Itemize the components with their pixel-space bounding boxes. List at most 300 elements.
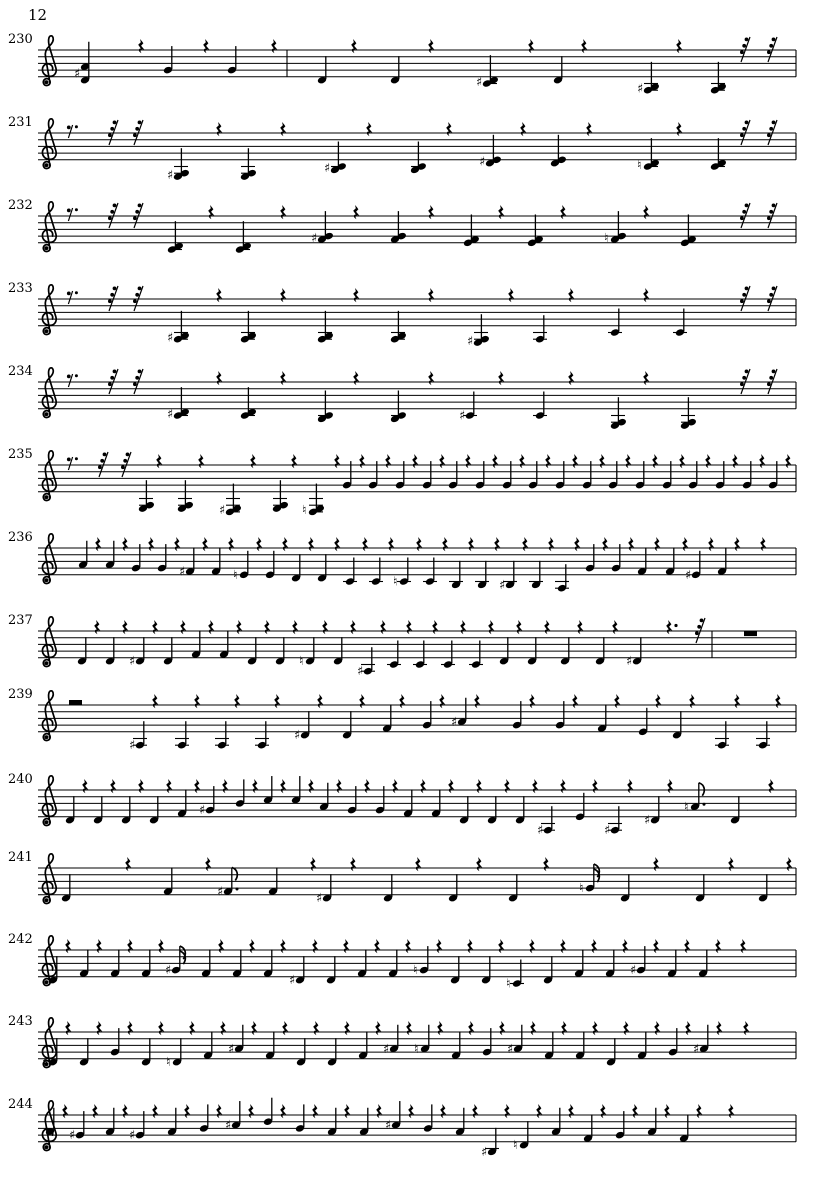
staff-system-232 <box>0 171 835 267</box>
note <box>129 1111 145 1142</box>
quarter-rest <box>428 39 434 53</box>
quarter-rest <box>592 1021 598 1035</box>
quarter-rest <box>577 620 583 634</box>
accidental-sharp: ♯ <box>604 822 611 838</box>
quarter-rest <box>264 620 270 634</box>
chord <box>637 138 660 172</box>
quarter-rest <box>560 779 566 793</box>
quarter-rest <box>388 537 394 551</box>
quarter-rest <box>743 1021 749 1035</box>
quarter-rest <box>415 857 421 871</box>
accidental-sharp: ♯ <box>630 962 637 978</box>
measure-number: 231 <box>8 115 33 130</box>
quarter-rest <box>759 454 765 468</box>
quarter-rest <box>280 205 286 219</box>
quarter-rest <box>708 537 714 551</box>
quarter-rest <box>166 779 172 793</box>
quarter-rest <box>189 1021 195 1035</box>
quarter-rest <box>499 1021 505 1035</box>
quarter-rest <box>654 537 660 551</box>
quarter-rest <box>82 779 88 793</box>
measure-number: 244 <box>8 1097 33 1112</box>
quarter-rest <box>291 454 297 468</box>
quarter-rest <box>125 857 131 871</box>
quarter-rest <box>222 779 228 793</box>
accidental-natural: ♮ <box>393 573 398 589</box>
accidental-sharp: ♯ <box>167 329 174 345</box>
quarter-rest <box>561 1021 567 1035</box>
note <box>423 1104 433 1132</box>
quarter-rest <box>282 1021 288 1035</box>
treble-clef-icon <box>42 119 56 169</box>
quarter-rest <box>202 537 208 551</box>
quarter-rest <box>127 939 133 953</box>
note <box>579 864 599 895</box>
note <box>69 1111 85 1142</box>
quarter-rest <box>428 371 434 385</box>
treble-clef-icon <box>42 451 56 501</box>
quarter-rest <box>696 1104 702 1118</box>
quarter-rest <box>468 1021 474 1035</box>
quarter-rest <box>310 857 316 871</box>
quarter-rest <box>439 694 445 708</box>
accidental-sharp: ♯ <box>129 653 136 669</box>
quarter-rest <box>362 537 368 551</box>
quarter-rest <box>530 1021 536 1035</box>
quarter-rest <box>612 620 618 634</box>
quarter-rest <box>216 1104 222 1118</box>
note <box>451 698 467 729</box>
flag <box>699 783 705 796</box>
quarter-rest <box>95 537 101 551</box>
quarter-rest <box>476 779 482 793</box>
chord <box>476 55 499 89</box>
quarter-rest <box>448 779 454 793</box>
accidental-natural: ♮ <box>604 229 609 245</box>
quarter-rest <box>280 779 286 793</box>
accidental-natural: ♮ <box>414 1040 419 1056</box>
accidental-sharp: ♯ <box>499 576 506 592</box>
quarter-rest <box>249 939 255 953</box>
accidental-sharp: ♯ <box>385 1117 392 1133</box>
quarter-rest <box>685 1021 691 1035</box>
quarter-rest <box>600 1104 606 1118</box>
quarter-rest <box>248 1104 254 1118</box>
accidental-sharp: ♯ <box>685 566 692 582</box>
chord <box>240 387 257 420</box>
quarter-rest <box>679 454 685 468</box>
quarter-rest <box>498 939 504 953</box>
accidental-natural: ♮ <box>513 1137 518 1153</box>
accidental-sharp: ♯ <box>289 972 296 988</box>
measure-number: 241 <box>8 850 33 865</box>
accidental-sharp: ♯ <box>311 229 318 245</box>
quarter-rest <box>317 694 323 708</box>
measure-number: 242 <box>8 932 33 947</box>
quarter-rest <box>385 454 391 468</box>
quarter-rest <box>442 537 448 551</box>
note <box>225 1101 241 1132</box>
quarter-rest <box>568 1104 574 1118</box>
quarter-rest <box>599 454 605 468</box>
quarter-rest <box>96 1021 102 1035</box>
measure-number: 232 <box>8 198 33 213</box>
note <box>685 551 701 582</box>
quarter-rest <box>194 694 200 708</box>
accidental-natural: ♮ <box>302 502 307 518</box>
note <box>289 956 305 987</box>
quarter-rest <box>152 694 158 708</box>
accidental-natural: ♮ <box>579 880 584 896</box>
accidental-sharp: ♯ <box>476 73 483 89</box>
note <box>414 1025 430 1056</box>
accidental-sharp: ♯ <box>199 802 206 818</box>
quarter-rest <box>412 454 418 468</box>
quarter-rest <box>716 1021 722 1035</box>
quarter-rest <box>208 205 214 219</box>
quarter-rest <box>653 939 659 953</box>
quarter-rest <box>65 1021 71 1035</box>
quarter-rest <box>627 779 633 793</box>
quarter-rest <box>350 620 356 634</box>
quarter-rest <box>467 939 473 953</box>
quarter-rest <box>282 537 288 551</box>
accidental-sharp: ♯ <box>316 890 323 906</box>
note <box>459 392 477 423</box>
quarter-rest <box>252 779 258 793</box>
quarter-rest <box>174 537 180 551</box>
quarter-rest <box>408 1104 414 1118</box>
quarter-rest <box>364 779 370 793</box>
augmentation-dot <box>703 803 706 806</box>
quarter-rest <box>428 205 434 219</box>
quarter-rest <box>292 620 298 634</box>
measure-number: 237 <box>8 613 33 628</box>
accidental-sharp: ♯ <box>467 332 474 348</box>
dotted-eighth-rest <box>67 457 78 470</box>
page-number: 12 <box>28 6 48 24</box>
quarter-rest <box>127 1021 133 1035</box>
quarter-rest <box>568 288 574 302</box>
quarter-rest <box>529 939 535 953</box>
quarter-rest <box>353 371 359 385</box>
quarter-rest <box>256 537 262 551</box>
quarter-rest <box>392 779 398 793</box>
quarter-rest <box>684 939 690 953</box>
quarter-rest <box>380 620 386 634</box>
quarter-rest <box>504 779 510 793</box>
quarter-rest <box>560 205 566 219</box>
quarter-rest <box>602 537 608 551</box>
staff-system-235 <box>0 420 835 516</box>
quarter-rest <box>532 779 538 793</box>
accidental-sharp: ♯ <box>129 1127 136 1143</box>
quarter-rest <box>156 454 162 468</box>
accidental-natural: ♮ <box>166 1054 171 1070</box>
note <box>294 711 310 742</box>
quarter-rest <box>312 1104 318 1118</box>
quarter-rest <box>344 1021 350 1035</box>
quarter-rest <box>110 779 116 793</box>
quarter-rest <box>228 537 234 551</box>
treble-clef-icon <box>42 368 56 418</box>
quarter-rest <box>351 39 357 53</box>
quarter-rest <box>250 454 256 468</box>
quarter-rest <box>740 939 746 953</box>
quarter-rest <box>234 694 240 708</box>
quarter-rest <box>545 454 551 468</box>
quarter-rest <box>581 39 587 53</box>
quarter-rest <box>366 122 372 136</box>
quarter-rest <box>775 694 781 708</box>
quarter-rest <box>216 122 222 136</box>
quarter-rest <box>446 122 452 136</box>
chord <box>167 221 184 254</box>
quarter-rest <box>336 779 342 793</box>
note <box>166 1038 182 1069</box>
note <box>316 874 332 905</box>
quarter-rest <box>592 779 598 793</box>
accidental-sharp: ♯ <box>479 153 486 169</box>
accidental-sharp: ♯ <box>228 1040 235 1056</box>
quarter-rest <box>544 620 550 634</box>
quarter-rest <box>623 1021 629 1035</box>
accidental-sharp: ♯ <box>383 1040 390 1056</box>
quarter-rest <box>667 779 673 793</box>
quarter-rest <box>682 537 688 551</box>
accidental-sharp: ♯ <box>324 160 331 176</box>
quarter-rest <box>322 620 328 634</box>
quarter-rest <box>353 288 359 302</box>
quarter-rest <box>406 1021 412 1035</box>
quarter-rest <box>543 857 549 871</box>
quarter-rest <box>432 620 438 634</box>
treble-clef-icon <box>42 36 56 86</box>
accidental-sharp: ♯ <box>451 713 458 729</box>
note <box>233 551 249 582</box>
quarter-rest <box>654 1021 660 1035</box>
quarter-rest <box>280 1104 286 1118</box>
quarter-rest <box>440 1104 446 1118</box>
quarter-rest <box>152 620 158 634</box>
staff-system-231 <box>0 88 835 184</box>
measure-number: 240 <box>8 772 33 787</box>
quarter-rest <box>359 454 365 468</box>
quarter-rest <box>308 537 314 551</box>
quarter-rest <box>334 454 340 468</box>
quarter-rest <box>194 779 200 793</box>
note <box>228 1025 244 1056</box>
note <box>383 1025 399 1056</box>
chord <box>235 221 252 254</box>
quarter-rest <box>676 122 682 136</box>
quarter-rest <box>732 454 738 468</box>
quarter-rest <box>786 857 792 871</box>
dotted-eighth-rest <box>67 208 78 221</box>
measure-number: 233 <box>8 281 33 296</box>
quarter-rest <box>632 1104 638 1118</box>
augmentation-dot <box>236 887 239 890</box>
quarter-rest <box>560 939 566 953</box>
staff-system-236 <box>0 503 835 599</box>
quarter-rest <box>271 39 277 53</box>
quarter-rest <box>420 779 426 793</box>
quarter-rest <box>399 694 405 708</box>
quarter-rest <box>715 939 721 953</box>
note <box>295 1104 305 1132</box>
accidental-sharp: ♯ <box>459 407 466 423</box>
whole-rest <box>744 632 757 637</box>
quarter-rest <box>152 1104 158 1118</box>
accidental-sharp: ♯ <box>637 80 644 96</box>
quarter-rest <box>586 122 592 136</box>
note <box>513 1121 529 1152</box>
quarter-rest <box>643 371 649 385</box>
quarter-rest <box>643 205 649 219</box>
accidental-natural: ♮ <box>506 975 511 991</box>
measure-number: 239 <box>8 687 33 702</box>
flag <box>232 867 238 880</box>
quarter-rest <box>655 694 661 708</box>
quarter-rest <box>468 537 474 551</box>
quarter-rest <box>548 537 554 551</box>
quarter-rest <box>768 779 774 793</box>
quarter-rest <box>460 620 466 634</box>
quarter-rest <box>158 939 164 953</box>
accidental-sharp: ♯ <box>481 1143 488 1159</box>
treble-clef-icon <box>42 854 56 904</box>
note <box>263 1098 273 1126</box>
quarter-rest <box>184 1104 190 1118</box>
accidental-natural: ♮ <box>299 653 304 669</box>
quarter-rest <box>62 1104 68 1118</box>
treble-clef-icon <box>42 776 56 826</box>
quarter-rest <box>374 939 380 953</box>
quarter-rest <box>208 620 214 634</box>
accidental-sharp: ♯ <box>693 1040 700 1056</box>
staff-system-234 <box>0 337 835 433</box>
note <box>385 1101 401 1132</box>
quarter-rest <box>92 1104 98 1118</box>
quarter-rest <box>274 694 280 708</box>
quarter-rest <box>591 939 597 953</box>
quarter-rest <box>334 537 340 551</box>
quarter-rest <box>734 694 740 708</box>
quarter-rest <box>251 1021 257 1035</box>
note <box>413 946 429 977</box>
staff-system-233 <box>0 254 835 350</box>
staff-system-243 <box>0 987 835 1083</box>
quarter-rest <box>220 1021 226 1035</box>
quarter-rest <box>65 939 71 953</box>
quarter-rest <box>643 288 649 302</box>
quarter-rest <box>472 1104 478 1118</box>
accidental-sharp: ♯ <box>294 727 301 743</box>
note <box>199 1104 209 1132</box>
accidental-sharp: ♯ <box>179 563 186 579</box>
measure-number: 236 <box>8 530 33 545</box>
accidental-sharp: ♯ <box>644 812 651 828</box>
quarter-rest <box>488 620 494 634</box>
quarter-rest <box>494 537 500 551</box>
quarter-rest <box>676 39 682 53</box>
quarter-rest <box>705 454 711 468</box>
quarter-rest <box>405 939 411 953</box>
staff-system-244 <box>0 1070 835 1166</box>
quarter-rest <box>734 537 740 551</box>
half-rest <box>69 700 82 705</box>
chord <box>527 214 544 247</box>
chord <box>463 214 480 247</box>
quarter-rest <box>376 1104 382 1118</box>
quarter-rest <box>504 1104 510 1118</box>
accidental-natural: ♮ <box>684 798 689 814</box>
treble-clef-icon <box>42 534 56 584</box>
quarter-rest <box>218 939 224 953</box>
quarter-rest <box>465 454 471 468</box>
chord <box>710 138 727 171</box>
quarter-rest <box>205 857 211 871</box>
note <box>684 783 706 814</box>
quarter-rest <box>508 288 514 302</box>
quarter-rest <box>313 1021 319 1035</box>
quarter-rest <box>516 620 522 634</box>
accidental-sharp: ♯ <box>69 1127 76 1143</box>
quarter-rest <box>280 939 286 953</box>
treble-clef-icon <box>42 202 56 252</box>
measure-number: 235 <box>8 447 33 462</box>
accidental-sharp: ♯ <box>42 1054 49 1070</box>
quarter-rest <box>122 1104 128 1118</box>
note <box>393 558 411 589</box>
chord <box>680 214 697 247</box>
quarter-rest <box>520 122 526 136</box>
quarter-rest <box>122 620 128 634</box>
quarter-rest <box>148 537 154 551</box>
quarter-rest <box>652 454 658 468</box>
note <box>179 547 195 578</box>
quarter-rest <box>572 454 578 468</box>
quarter-rest <box>568 371 574 385</box>
quarter-rest <box>312 939 318 953</box>
quarter-rest <box>622 939 628 953</box>
quarter-rest <box>728 857 734 871</box>
quarter-rest <box>522 537 528 551</box>
note <box>693 1025 709 1056</box>
quarter-rest <box>474 694 480 708</box>
quarter-rest <box>653 857 659 871</box>
accidental-sharp: ♯ <box>357 663 364 679</box>
accidental-sharp: ♯ <box>219 502 226 518</box>
accidental-sharp: ♯ <box>217 883 224 899</box>
quarter-rest <box>666 620 672 634</box>
note <box>630 946 646 977</box>
quarter-rest <box>96 939 102 953</box>
quarter-rest <box>436 939 442 953</box>
measure-number: 243 <box>8 1014 33 1029</box>
note <box>507 1025 523 1056</box>
quarter-rest <box>428 288 434 302</box>
accidental-sharp: ♯ <box>129 737 136 753</box>
staff-system-239 <box>0 660 835 756</box>
quarter-rest <box>519 454 525 468</box>
quarter-rest <box>529 694 535 708</box>
quarter-rest <box>280 288 286 302</box>
quarter-rest <box>353 205 359 219</box>
quarter-rest <box>216 371 222 385</box>
quarter-rest <box>138 39 144 53</box>
quarter-rest <box>180 620 186 634</box>
